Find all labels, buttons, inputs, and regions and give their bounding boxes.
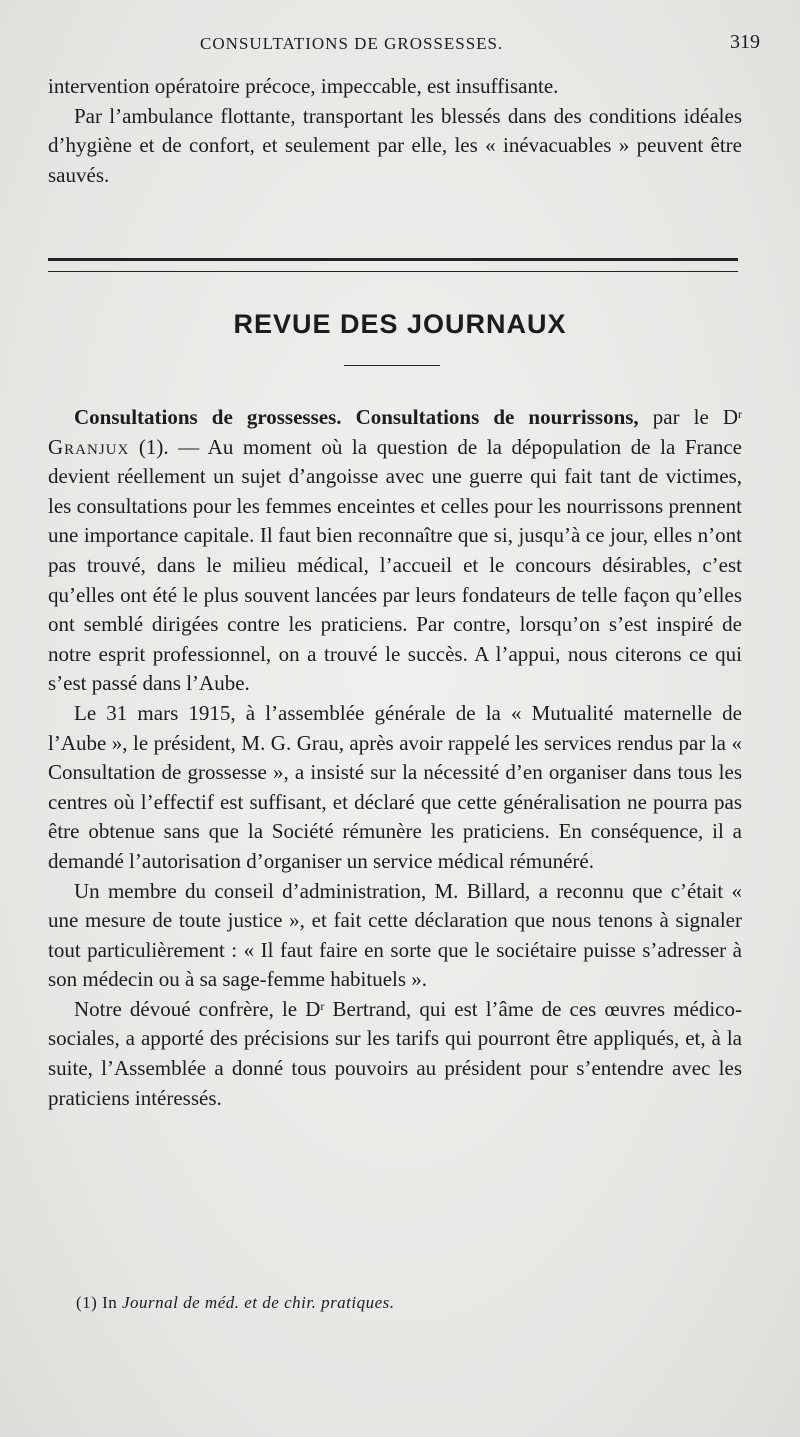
paragraph-continuation: intervention opératoire précoce, impeccable, est insuffisante.	[48, 74, 559, 98]
paragraph-4-sup: r	[320, 998, 325, 1013]
article-title: Consultations de grossesses. Consultations de nourrissons,	[74, 405, 639, 429]
footnote-journal: Journal de méd. et de chir. pratiques.	[122, 1293, 395, 1312]
author-prefix: par le D	[652, 405, 739, 429]
paragraph-4-text: Bertrand, qui est l’âme de ces œuvres médico-sociales, a apporté des précisions sur les tarifs qui pourront être appliqués, et, à la suite, l’Assemblée a donné tous pouvoirs au président pour s’entendre avec les praticiens intéressés.	[48, 996, 742, 1110]
page-number: 319	[730, 31, 760, 53]
footnote	[76, 1293, 395, 1313]
short-rule-divider	[344, 365, 440, 366]
article-paragraph-2: Le 31 mars 1915, à l’assemblée générale de la « Mutualité maternelle de l’Aube », le président, M. G. Grau, après avoir rappelé les services rendus par la « Consultation de grossesse », a insisté sur la nécessité d’en organiser dans tous les centres où l’effectif est suffisant, et déclaré que cette généralisation ne pourra pas être obtenue sans que la Société rémunère les praticiens. En conséquence, il a demandé l’autorisation d’organiser un service médical rémunéré.	[48, 700, 742, 873]
article-paragraph-4	[48, 995, 742, 1113]
footnote-ref: (1).	[138, 434, 169, 459]
article-paragraph-1-text: — Au moment où la question de la dépopulation de la France devient réellement un sujet d’angoisse avec une guerre qui fait tant de victimes, les consultations pour les femmes enceintes et celles pour les nourrissons prennent une importance capitale. Il faut bien reconnaître que si, jusqu’à ce jour, elles n’ont pas trouvé, dans le milieu médical, l’accueil et le concours désirables, c’est qu’elles ont été le plus souvent lancées par leurs fondateurs de telle façon qu’elles ont semblé dirigées contre les praticiens. Par contre, lorsqu’on s’est inspiré de notre esprit professionnel, on a trouvé le succès. A l’appui, nous citerons ce qui s’est passé dans l’Aube.	[48, 434, 742, 696]
article-paragraph-3: Un membre du conseil d’administration, M. Billard, a reconnu que c’était « une mesure de toute justice », et fait cette déclaration que nous tenons à signaler tout particulièrement : « Il faut faire en sorte que le sociétaire puisse s’adresser à son médecin ou à sa sage-femme habituels ».	[48, 878, 742, 992]
footnote-number: (1)	[76, 1293, 98, 1312]
footnote-prefix: In	[102, 1293, 118, 1312]
paragraph-ambulance: Par l’ambulance flottante, transportant les blessés dans des conditions idéales d’hygiène et de confort, et seulement par elle, les « inévacuables » peuvent être sauvés.	[48, 103, 742, 187]
paragraph-4-prefix: Notre dévoué confrère, le D	[74, 996, 321, 1021]
double-rule-divider	[48, 258, 738, 272]
author-name: Granjux	[48, 434, 130, 459]
top-text-block	[48, 72, 742, 190]
running-title: CONSULTATIONS DE GROSSESSES.	[200, 34, 504, 53]
author-sup: r	[738, 407, 743, 421]
article-body	[48, 403, 742, 1113]
running-header	[200, 31, 760, 54]
section-title: REVUE DES JOURNAUX	[233, 309, 567, 339]
article-paragraph-1	[48, 403, 742, 699]
